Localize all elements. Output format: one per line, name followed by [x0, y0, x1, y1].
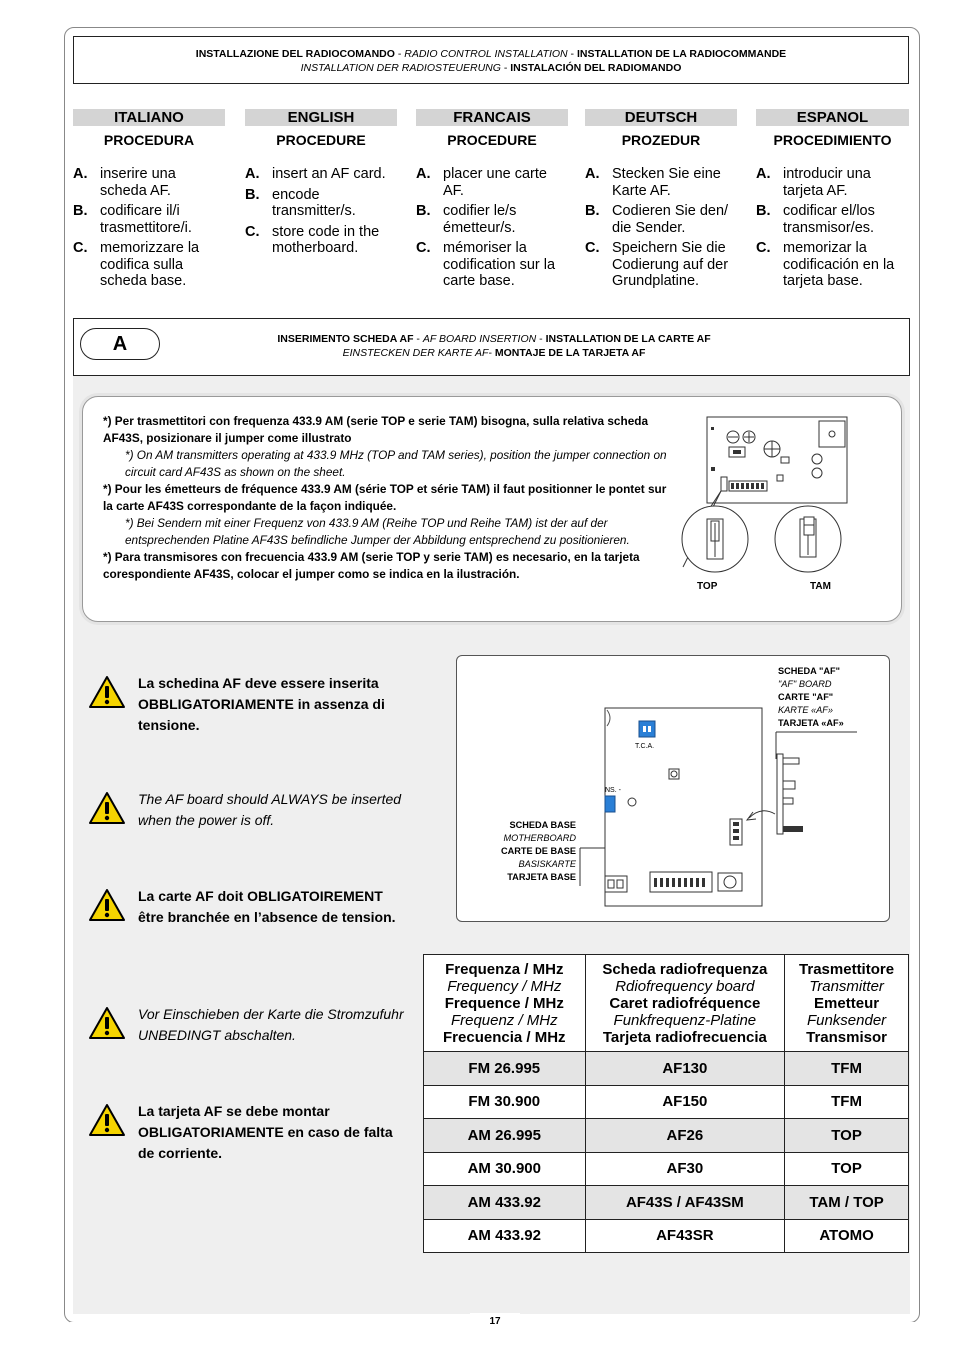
diagram-label-line: TARJETA BASE [507, 872, 576, 882]
table-cell: FM 26.995 [424, 1052, 586, 1086]
step-letter: A. [73, 166, 88, 182]
header-line-1-segment: INSTALLATION DE LA RADIOCOMMANDE [576, 48, 787, 60]
warning-text: The AF board should ALWAYS be inserted when the power is off. [138, 791, 402, 828]
header-line-1-segment: - [394, 48, 405, 60]
header-cell-line: Frequency / MHz [447, 978, 562, 995]
step-text: codificar el/los transmisor/es. [783, 203, 875, 236]
step-text: codifier le/s émetteur/s. [443, 203, 517, 236]
procedure-step [756, 166, 909, 199]
step-letter: C. [585, 240, 600, 256]
diagram-label-line: MOTHERBOARD [503, 833, 576, 843]
header-cell-line: Frequenza / MHz [445, 961, 564, 978]
jumper-note-paragraph [103, 481, 673, 515]
table-cell: AF150 [585, 1085, 785, 1119]
table-cell: AF43SR [585, 1219, 785, 1253]
language-name: FRANCAIS [416, 109, 568, 126]
warning-triangle-icon [88, 1103, 126, 1137]
procedure-step [73, 203, 225, 236]
procedure-step [585, 240, 737, 290]
af-board-insertion-diagram [456, 655, 890, 922]
step-letter: A. [416, 166, 431, 182]
procedure-step [756, 240, 909, 290]
step-text: memorizar la codificación en la tarjeta base. [783, 240, 895, 289]
jumper-note-text [103, 413, 673, 583]
section-a-line-2-segment: EINSTECKEN DER KARTE AF [342, 347, 489, 359]
language-column-francais [416, 109, 568, 294]
procedure-step [245, 166, 397, 183]
warning-item [88, 1101, 408, 1164]
header-cell-line: Transmitter [809, 978, 884, 995]
procedure-steps [416, 166, 568, 290]
header-cell-line: Funkfrequenz-Platine [613, 1012, 757, 1029]
diagram-label-line: TARJETA «AF» [778, 718, 844, 728]
step-text: Codieren Sie den/ die Sender. [612, 203, 729, 236]
diagram-label-line: KARTE «AF» [778, 705, 833, 715]
diagram-label-line: CARTE "AF" [778, 692, 834, 702]
jumper-note-paragraph [103, 413, 673, 447]
jumper-label-tam: TAM [810, 581, 831, 592]
header-line-1-segment: RADIO CONTROL INSTALLATION [404, 48, 568, 60]
step-text: Speichern Sie die Codierung auf der Grundplatine. [612, 240, 729, 289]
header-cell-line: Emetteur [814, 995, 880, 1012]
step-text: store code in the motherboard. [272, 223, 380, 256]
procedure-step [416, 166, 568, 199]
warning-text: La carte AF doit OBLIGATOIREMENT être branchée en l’absence de tension. [138, 888, 396, 925]
header-cell-line: Tarjeta radiofrecuencia [602, 1029, 767, 1046]
procedure-step [245, 187, 397, 220]
procedure-step [756, 203, 909, 236]
step-letter: C. [245, 223, 260, 240]
warning-text: Vor Einschieben der Karte die Stromzufuhr UNBEDINGT abschalten. [138, 1006, 404, 1043]
header-cell-line: Frecuencia / MHz [443, 1029, 566, 1046]
section-a-title-line-1 [214, 332, 774, 346]
procedure-step [416, 203, 568, 236]
table-cell: TAM / TOP [785, 1186, 909, 1220]
table-cell: AF26 [585, 1119, 785, 1153]
tca-label: T.C.A. [635, 743, 655, 750]
step-letter: A. [585, 166, 600, 182]
step-text: memorizzare la codifica sulla scheda base. [100, 240, 200, 289]
language-name: ENGLISH [245, 109, 397, 126]
warning-triangle-icon [88, 888, 126, 922]
step-letter: B. [585, 203, 600, 219]
frequency-table-header-cell [585, 955, 785, 1052]
procedure-steps [585, 166, 737, 290]
header-line-2 [74, 61, 908, 75]
step-text: encode transmitter/s. [272, 186, 356, 219]
header-cell-line: Frequenz / MHz [450, 1012, 558, 1029]
language-name: ESPANOL [756, 109, 909, 126]
warning-text: La schedina AF deve essere inserita OBBLIGATORIAMENTE in assenza di tensione. [138, 675, 385, 733]
jumper-label-top: TOP [697, 581, 718, 592]
header-line-1-segment: - [567, 48, 577, 60]
procedure-steps [73, 166, 225, 290]
header-cell-line: Transmisor [806, 1029, 887, 1046]
table-cell: TFM [785, 1052, 909, 1086]
header-line-1-segment: INSTALLAZIONE DEL RADIOCOMANDO [195, 48, 395, 60]
table-cell: FM 30.900 [424, 1085, 586, 1119]
table-cell: TOP [785, 1152, 909, 1186]
header-line-2-segment: - [500, 62, 511, 74]
section-a-line-1-segment: AF BOARD INSERTION [422, 333, 537, 345]
section-a-line-2-segment: MONTAJE DE LA TARJETA AF [494, 347, 646, 359]
table-cell: AF43S / AF43SM [585, 1186, 785, 1220]
table-row [424, 1219, 909, 1253]
step-letter: A. [245, 166, 260, 182]
table-row [424, 1119, 909, 1153]
section-a-title [214, 332, 774, 360]
step-text: Stecken Sie eine Karte AF. [612, 166, 721, 199]
language-name: ITALIANO [73, 109, 225, 126]
jumper-note-paragraph-text: *) Bei Sendern mit einer Frequenz von 433.9 AM (Reihe TOP und Reihe TAM) ist der auf der entsprechenden Platine AF43S befindliche Jumper der Abbildung entsprechend zu positionieren. [125, 516, 630, 547]
warning-triangle-icon [88, 1006, 126, 1040]
table-cell: AM 433.92 [424, 1186, 586, 1220]
jumper-note-paragraph [103, 447, 673, 481]
diagram-label-line: SCHEDA "AF" [778, 666, 840, 676]
warning-item [88, 673, 408, 736]
header-title-box [73, 36, 909, 84]
af43s-jumper-illustration [673, 407, 898, 617]
header-cell-line: Frequence / MHz [444, 995, 564, 1012]
section-a-title-line-2 [214, 346, 774, 360]
step-text: introducir una tarjeta AF. [783, 166, 871, 199]
procedure-title: PROCEDURA [103, 132, 195, 148]
jumper-note-paragraph-text: *) Para transmisores con frecuencia 433.9 AM (serie TOP y serie TAM) es necesario, en la tarjeta corespondiente AF43S, colocar el jumper como se indica en la ilustración. [103, 550, 640, 581]
procedure-title: PROCEDURE [447, 132, 537, 148]
warning-triangle-icon [88, 675, 126, 709]
step-text: mémoriser la codification sur la carte base. [443, 240, 556, 289]
diagram-label-line: BASISKARTE [518, 859, 576, 869]
frequency-table [423, 954, 909, 1253]
header-cell-line: Funksender [806, 1012, 887, 1029]
frequency-table-header-cell [785, 955, 909, 1052]
frequency-table-header [424, 955, 909, 1052]
language-column-english [245, 109, 397, 261]
step-letter: B. [245, 186, 260, 203]
language-column-espanol [756, 109, 909, 294]
table-row [424, 1186, 909, 1220]
step-text: insert an AF card. [272, 166, 386, 182]
section-a-header [73, 318, 910, 376]
step-letter: C. [416, 240, 431, 256]
motherboard-label [477, 819, 576, 884]
table-row [424, 1052, 909, 1086]
language-column-italiano [73, 109, 225, 294]
section-a-line-1-segment: INSERIMENTO SCHEDA AF [277, 333, 414, 345]
table-cell: ATOMO [785, 1219, 909, 1253]
procedure-step [416, 240, 568, 290]
jumper-note-paragraph [103, 549, 673, 583]
step-letter: B. [416, 203, 431, 219]
af-board-label [778, 665, 844, 730]
table-cell: AF130 [585, 1052, 785, 1086]
procedure-step [73, 240, 225, 290]
ns-label: NS. - [605, 787, 621, 794]
jumper-note-box [82, 396, 902, 622]
section-a-line-2-segment: - [488, 347, 495, 359]
step-letter: B. [73, 203, 88, 219]
language-column-deutsch [585, 109, 737, 294]
step-text: inserire una scheda AF. [100, 166, 176, 199]
procedure-steps [245, 166, 397, 257]
jumper-note-paragraph-text: *) Per trasmettitori con frequenza 433.9 AM (serie TOP e serie TAM) bisogna, sulla relativa scheda AF43S, posizionare il jumper come illustrato [103, 414, 649, 445]
step-letter: C. [73, 240, 88, 256]
table-cell: AM 30.900 [424, 1152, 586, 1186]
step-letter: C. [756, 240, 771, 256]
procedure-step [73, 166, 225, 199]
diagram-label-line: SCHEDA BASE [509, 820, 576, 830]
step-letter: A. [756, 166, 771, 182]
section-a-line-1-segment: INSTALLATION DE LA CARTE AF [545, 333, 711, 345]
table-cell: AM 26.995 [424, 1119, 586, 1153]
procedure-title: PROCEDURE [276, 132, 366, 148]
jumper-note-paragraph-text: *) On AM transmitters operating at 433.9 MHz (TOP and TAM series), position the jumper connection on circuit card AF43S as shown on the sheet. [125, 448, 667, 479]
section-a-letter: A [80, 328, 160, 360]
header-cell-line: Caret radiofréquence [609, 995, 761, 1012]
table-cell: TFM [785, 1085, 909, 1119]
warning-item [88, 789, 408, 831]
jumper-note-paragraph [103, 515, 673, 549]
warning-text: La tarjeta AF se debe montar OBLIGATORIAMENTE en caso de falta de corriente. [138, 1103, 393, 1161]
diagram-label-line: CARTE DE BASE [500, 846, 576, 856]
header-line-2-segment: INSTALLATION DER RADIOSTEUERUNG [300, 62, 501, 74]
step-letter: B. [756, 203, 771, 219]
frequency-table-body [424, 1052, 909, 1253]
step-text: codificare il/i trasmettitore/i. [100, 203, 192, 236]
procedure-step [585, 203, 737, 236]
procedure-steps [756, 166, 909, 290]
procedure-title: PROZEDUR [621, 132, 701, 148]
section-a-line-1-segment: - [413, 333, 423, 345]
table-row [424, 1085, 909, 1119]
warning-item [88, 1004, 408, 1046]
section-a-line-1-segment: - [536, 333, 546, 345]
procedure-step [585, 166, 737, 199]
header-line-1 [74, 47, 908, 61]
page-number: 17 [470, 1313, 520, 1331]
header-line-2-segment: INSTALACIÓN DEL RADIOMANDO [510, 62, 682, 74]
jumper-note-paragraph-text: *) Pour les émetteurs de fréquence 433.9 AM (série TOP et série TAM) il faut positionner le pontet sur la carte AF43S correspondante de la façon indiquée. [103, 482, 667, 513]
procedure-step [245, 224, 397, 257]
procedure-title: PROCEDIMIENTO [773, 132, 892, 148]
diagram-label-line: "AF" BOARD [778, 679, 832, 689]
language-name: DEUTSCH [585, 109, 737, 126]
table-cell: AF30 [585, 1152, 785, 1186]
header-cell-line: Trasmettitore [799, 961, 895, 978]
frequency-table-header-cell [424, 955, 586, 1052]
header-cell-line: Rdiofrequency board [615, 978, 755, 995]
step-text: placer une carte AF. [443, 166, 547, 199]
warning-triangle-icon [88, 791, 126, 825]
table-row [424, 1152, 909, 1186]
header-cell-line: Scheda radiofrequenza [602, 961, 768, 978]
warning-item [88, 886, 408, 928]
table-cell: TOP [785, 1119, 909, 1153]
table-cell: AM 433.92 [424, 1219, 586, 1253]
